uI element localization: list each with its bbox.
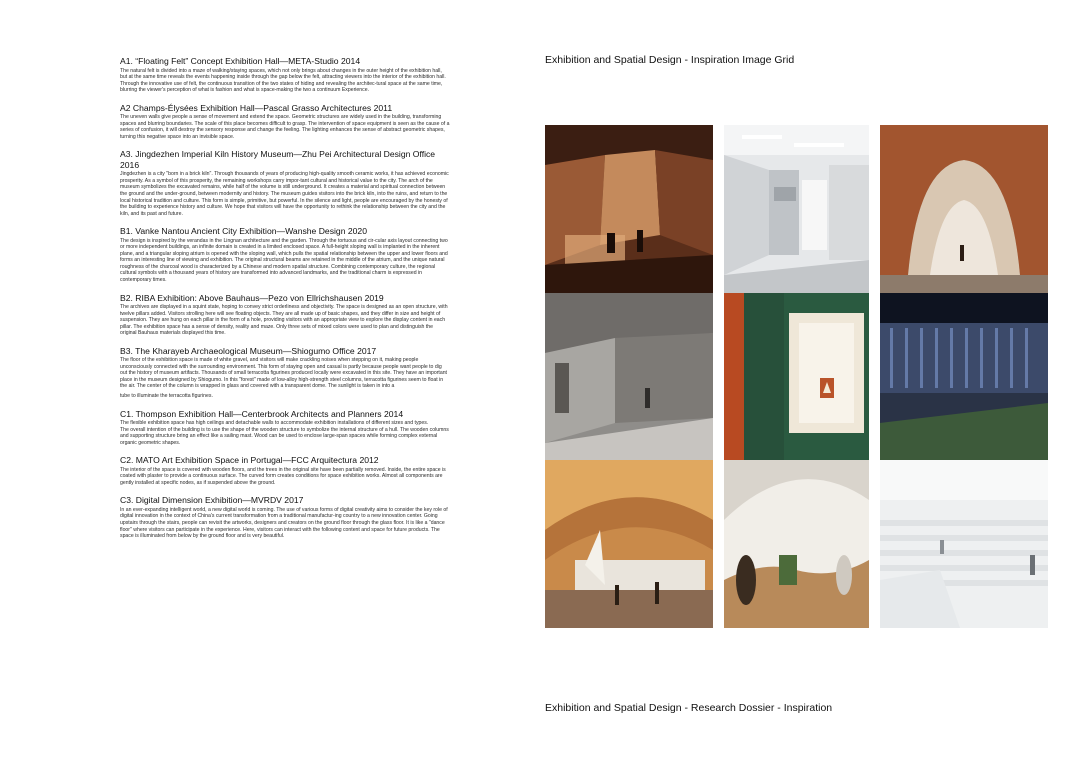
entry-text: Jingdezhen is a city "born in a brick kiln". Through thousands of years of producing high-quality smooth ceramic works, it has achieved economic prosperity. As a symbol of this prosperity, the remaining workshops carry impor-tant cultural and historical value to the city. The arch of the museum symbolizes the excavated remains, while half of the volume is still underground. It creates a material and spiritual connection between the ground and the under-ground, between modernity and history. The museum guides visitors into the brick kiln, into the ruins, and return to the local historical tradition and culture. This form is simple, primitive, but powerful. In the silence and light, people are encouraged by the honesty of the building to experience history and culture. We hope that visitors will have the opportunity to rethink the relationship between the city and the kiln, and its past and future.: [120, 171, 449, 217]
entry-c2: [120, 455, 450, 486]
entry-b1: [120, 226, 450, 283]
entry-title: B3. The Kharayeb Archaeological Museum—Shiogumo Office 2017: [120, 345, 377, 356]
entry-title: B1. Vanke Nantou Ancient City Exhibition—Wanshe Design 2020: [120, 226, 367, 237]
entry-a2: [120, 103, 450, 141]
project-descriptions: [120, 56, 450, 549]
entry-c3: [120, 495, 450, 539]
white-plaster-cave-photo: [724, 460, 869, 628]
entry-title: A2 Champs-Élysées Exhibition Hall—Pascal Grasso Architectures 2011: [120, 102, 393, 113]
entry-text: In an ever-expanding intelligent world, a new digital world is coming. The use of various forms of digital creativity aims to consider the key role of digital innovation in the context of China's current transformation from a traditional manufactur-ing country to a new innovation center. Going upstairs through the stairs, people can revisit the artworks, designers and creators on the ground floor through the glass floor. It is like a "dance floor" where visitors can participate in the experience. Here, visitors can interact with the following content and space for future products. The space is illuminated from below by the ground floor and is very beautiful.: [120, 506, 448, 540]
entry-title: A1. “Floating Felt” Concept Exhibition Hall—META-Studio 2014: [120, 56, 361, 66]
entry-text: The overall intention of the building is to use the shape of the wooden structure to symbolize the internal structure of a hull. The wooden columns and supporting structure bring an effect like a sailing mast. Wood can be used to enclose large-span spaces while forming complex external organic geometric shapes.: [120, 426, 449, 446]
brick-kiln-arch-photo: [880, 125, 1048, 293]
inspiration-image-grid: [545, 125, 1048, 628]
bauhaus-pillar-photo: [724, 293, 869, 460]
entry-text: The interior of the space is covered with wooden floors, and the trees in the original site have been partially removed. Inside, the entire space is coated with plaster to provide a continuous surface. The curved form creates conditions for space exhibition works. Almost all components are gently installed at specific nodes, as if suspended above the ground.: [120, 466, 446, 486]
entry-title: C3. Digital Dimension Exhibition—MVRDV 2017: [120, 495, 304, 506]
entry-text: The design is inspired by the verandas in the Lingnan architecture and the garden. Through the tortuous and cir-cular axis layout connecting two or more independent buildings, an infinite domain is created in a limited enclosed space. A full-height sloping wall is implanted in the inherent plane, and a triangular sloping atrium is opened with the sloping wall, which pulls the spatial relationship between the upper and lower floors and forms an interesting line of viewing and exhibition. The original structural beams are retained in the middle of the atrium, and the unique natural roughness of the charcoal wood is characterized by a Chinese and modern spatial structure. Combining contemporary culture, the regional cultural symbols with a thousand years of history are transformed into advanced landmarks, and the traditional charm is expressed in contemporary times.: [120, 237, 448, 283]
sloping-wall-atrium-photo: [545, 293, 713, 460]
wooden-hull-hall-photo: [545, 460, 713, 628]
footer-title: Exhibition and Spatial Design - Research Dossier - Inspiration: [545, 702, 833, 714]
entry-text: The natural felt is divided into a maze of walking/staying spaces, which not only brings about changes in the outer height of the exhibition hall, but at the same time reveals the events happening inside through the gap below the felt, attracting viewers into the interior of the exhibition hall.: [120, 67, 446, 81]
white-geometric-hall-photo: [724, 125, 869, 293]
entry-text: Through the innovative use of felt, the continuous transition of the two states of hiding and revealing the architec-tural space at the same time, blurring the viewer's perception of what is fashion and what is space-making the two a continuum Experience.: [120, 80, 443, 94]
felt-maze-photo: [545, 125, 713, 293]
entry-text: The uneven walls give people a sense of movement and extend the space. Geometric structures are widely used in the building, transforming spaces and blurring boundaries. The scale of this place becomes difficult to grasp. The intervention of space equipment is seen as the cause of a series of confusion, it will destroy the sensory response and change the feeling. The lighting enhances the sense of abstract geometric shapes, turning this negative space into an invisible space.: [120, 114, 450, 140]
entry-a3: [120, 149, 450, 217]
white-stair-gallery-photo: [880, 460, 1048, 628]
column-forest-photo: [880, 293, 1048, 460]
entry-title: C2. MATO Art Exhibition Space in Portugal—FCC Arquitectura 2012: [120, 455, 379, 466]
entry-text: The flexible exhibition space has high ceilings and detachable walls to accommodate exhibition installations of different sizes and types.: [120, 420, 429, 427]
entry-text: tube to illuminate the terracotta figurines.: [120, 393, 213, 399]
entry-b3: [120, 346, 450, 400]
entry-title: C1. Thompson Exhibition Hall—Centerbrook Architects and Planners 2014: [120, 408, 404, 419]
entry-b2: [120, 293, 450, 337]
entry-a1: [120, 56, 450, 94]
entry-title: B2. RIBA Exhibition: Above Bauhaus—Pezo von Ellrichshausen 2019: [120, 292, 384, 303]
grid-title: Exhibition and Spatial Design - Inspiration Image Grid: [545, 54, 795, 66]
entry-title: A3. Jingdezhen Imperial Kiln History Museum—Zhu Pei Architectural Design Office 2016: [120, 149, 436, 170]
entry-c1: [120, 409, 450, 447]
entry-text: The floor of the exhibition space is made of white gravel, and visitors will make crackling noises when stepping on it, making people unconsciously connected with the surrounding environment. This form of staying open and casual is partly because people want people to dig out the history of museum artifacts. Thousands of small terracotta figurines produced locally were excavated in this site. They have an important place in the museum designed by Shiogumo. In this "forest" made of low-alloy high-strength steel columns, terracotta figurines seem to float in the air. The center of the column is wrapped in glass and covered with a transparent dome. The sunlight is taken in into a: [120, 357, 447, 390]
entry-text: The archives are displayed in a squint state, hoping to convey strict orderliness and objectivity. The space is designed as an open structure, with twelve pillars added. Visitors strolling here will see floating objects. They are all made up of basic shapes, and they differ in size and height of suspension. They are hung on each pillar in the form of a hole, providing visitors with an appropriate view to explore the display content in each pillar. The exhibition space has a sense of density, reality and maze. Only three sets of mixed colors were used to plan and distinguish the original Bauhaus materials displayed this time.: [120, 304, 448, 337]
